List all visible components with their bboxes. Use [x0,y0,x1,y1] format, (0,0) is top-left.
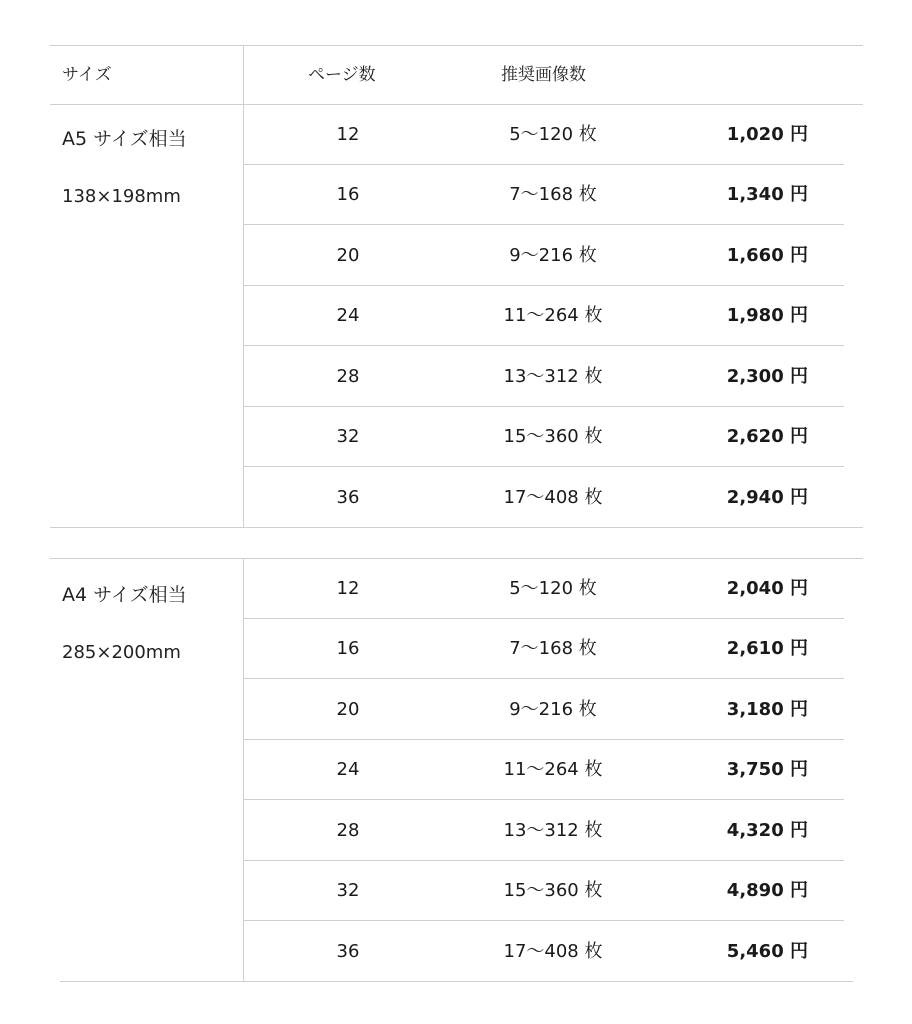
price: 3,750 円 [726,759,808,780]
row-divider [244,466,844,467]
header-pages: ページ数 [308,65,376,85]
row-divider [244,224,844,225]
page-count: 36 [336,941,360,962]
page-count: 32 [336,426,360,447]
table-row [244,680,844,740]
price: 1,340 円 [726,184,808,205]
row-divider [244,678,844,679]
table-row [244,740,844,800]
page-count: 24 [336,305,360,326]
table-row [244,407,844,467]
header-divider [243,45,244,105]
recommended-images: 11〜264 枚 [503,759,603,780]
page-count: 24 [336,759,360,780]
row-divider [244,920,844,921]
price: 1,660 円 [726,245,808,266]
price: 2,940 円 [726,487,808,508]
page-count: 28 [336,366,360,387]
page-count: 36 [336,487,360,508]
header-images: 推奨画像数 [501,65,586,85]
page-count: 16 [336,638,360,659]
price: 2,610 円 [726,638,808,659]
price: 4,320 円 [726,820,808,841]
recommended-images: 13〜312 枚 [503,820,603,841]
recommended-images: 9〜216 枚 [509,699,597,720]
price: 3,180 円 [726,699,808,720]
page-count: 16 [336,184,360,205]
table-bottom-border [60,981,853,982]
table-row [244,861,844,921]
recommended-images: 5〜120 枚 [509,578,597,599]
page-count: 12 [336,578,360,599]
table-top-border [50,45,863,46]
table-row [244,801,844,861]
size-group-title: A4 サイズ相当 [62,584,187,606]
recommended-images: 13〜312 枚 [503,366,603,387]
size-group-title: A5 サイズ相当 [62,128,187,150]
table-row [244,165,844,225]
price: 2,620 円 [726,426,808,447]
header-size: サイズ [62,65,112,85]
page-count: 20 [336,245,360,266]
recommended-images: 15〜360 枚 [503,426,603,447]
recommended-images: 15〜360 枚 [503,880,603,901]
table-row [244,922,844,982]
table-row [244,226,844,286]
price: 1,020 円 [726,124,808,145]
group-bottom-border [50,527,863,528]
table-row [244,619,844,679]
price: 2,040 円 [726,578,808,599]
page-count: 28 [336,820,360,841]
page-count: 20 [336,699,360,720]
size-group-dimensions: 285×200mm [62,642,181,663]
page-count: 12 [336,124,360,145]
recommended-images: 9〜216 枚 [509,245,597,266]
row-divider [244,345,844,346]
table-row [244,468,844,528]
recommended-images: 17〜408 枚 [503,487,603,508]
recommended-images: 7〜168 枚 [509,638,597,659]
table-row [244,559,844,619]
price: 5,460 円 [726,941,808,962]
table-row [244,105,844,165]
recommended-images: 7〜168 枚 [509,184,597,205]
recommended-images: 17〜408 枚 [503,941,603,962]
table-row [244,347,844,407]
size-group-dimensions: 138×198mm [62,186,181,207]
recommended-images: 11〜264 枚 [503,305,603,326]
price: 2,300 円 [726,366,808,387]
page-count: 32 [336,880,360,901]
price: 1,980 円 [726,305,808,326]
table-row [244,286,844,346]
price: 4,890 円 [726,880,808,901]
row-divider [244,799,844,800]
recommended-images: 5〜120 枚 [509,124,597,145]
